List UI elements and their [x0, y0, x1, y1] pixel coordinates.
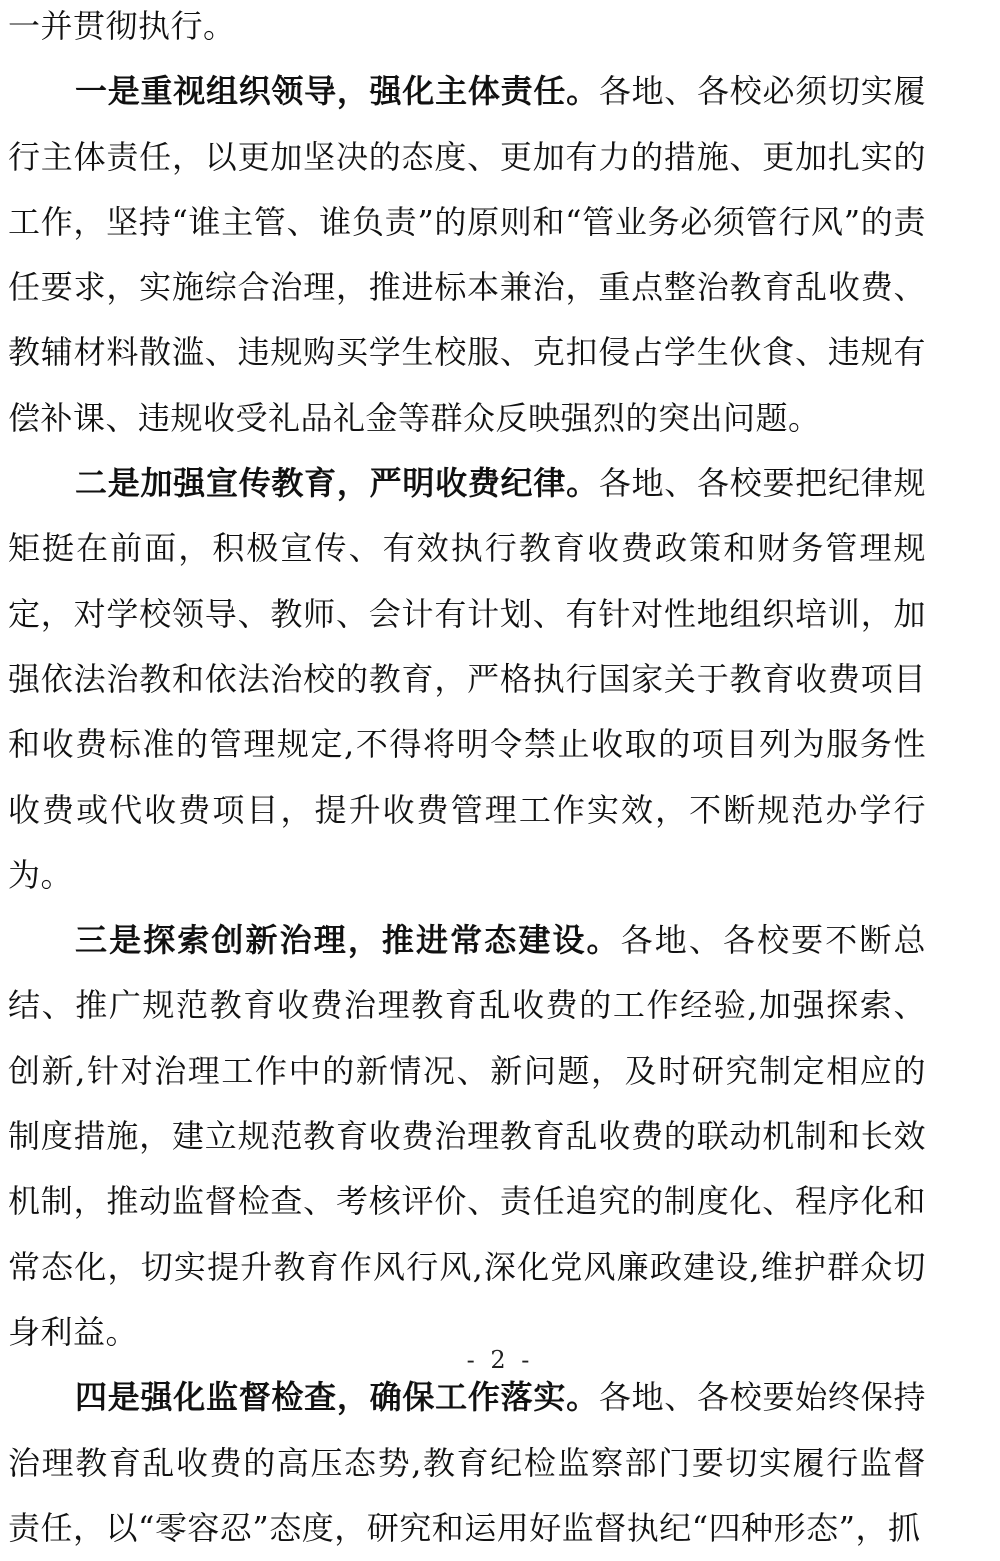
section-1-body: 各地、各校必须切实履行主体责任，以更加坚决的态度、更加有力的措施、更加扎实的工作，坚持“谁主管、谁负责”的原则和“管业务必须管行风”的责任要求，实施综合治理，推进标本兼治，重点整治教育乱收费、教辅材料散滥、违规购买学生校服、克扣侵占学生伙食、违规有偿补课、违规收受礼品礼金等群众反映强烈的突出问题。: [8, 72, 926, 437]
section-1-heading: 一是重视组织领导，强化主体责任。: [75, 72, 599, 111]
section-4-body: 各地、各校要始终保持治理教育乱收费的高压态势,教育纪检监察部门要切实履行监督责任，以“零容忍”态度，研究和运用好监督执纪“四种形态”，抓: [8, 1378, 926, 1547]
section-2-heading: 二是加强宣传教育，严明收费纪律。: [75, 464, 599, 503]
section-3-paragraph: [8, 908, 926, 1365]
section-1-paragraph: [8, 59, 926, 451]
page-number: - 2 -: [466, 1346, 534, 1374]
section-4-heading: 四是强化监督检查，确保工作落实。: [75, 1378, 599, 1417]
section-2-body: 各地、各校要把纪律规矩挺在前面，积极宣传、有效执行教育收费政策和财务管理规定，对学校领导、教师、会计有计划、有针对性地组织培训，加强依法治教和依法治校的教育，严格执行国家关于教育收费项目和收费标准的管理规定,不得将明令禁止收取的项目列为服务性收费或代收费项目，提升收费管理工作实效，不断规范办学行为。: [8, 464, 926, 894]
opening-line: 一并贯彻执行。: [8, 7, 236, 45]
section-4-paragraph: [8, 1365, 926, 1561]
document-body: [8, 0, 926, 1561]
section-3-body: 各地、各校要不断总结、推广规范教育收费治理教育乱收费的工作经验,加强探索、创新,针对治理工作中的新情况、新问题，及时研究制定相应的制度措施，建立规范教育收费治理教育乱收费的联动机制和长效机制，推动监督检查、考核评价、责任追究的制度化、程序化和常态化，切实提升教育作风行风,深化党风廉政建设,维护群众切身利益。: [8, 921, 926, 1351]
section-3-heading: 三是探索创新治理，推进常态建设。: [75, 921, 621, 960]
section-2-paragraph: [8, 451, 926, 908]
